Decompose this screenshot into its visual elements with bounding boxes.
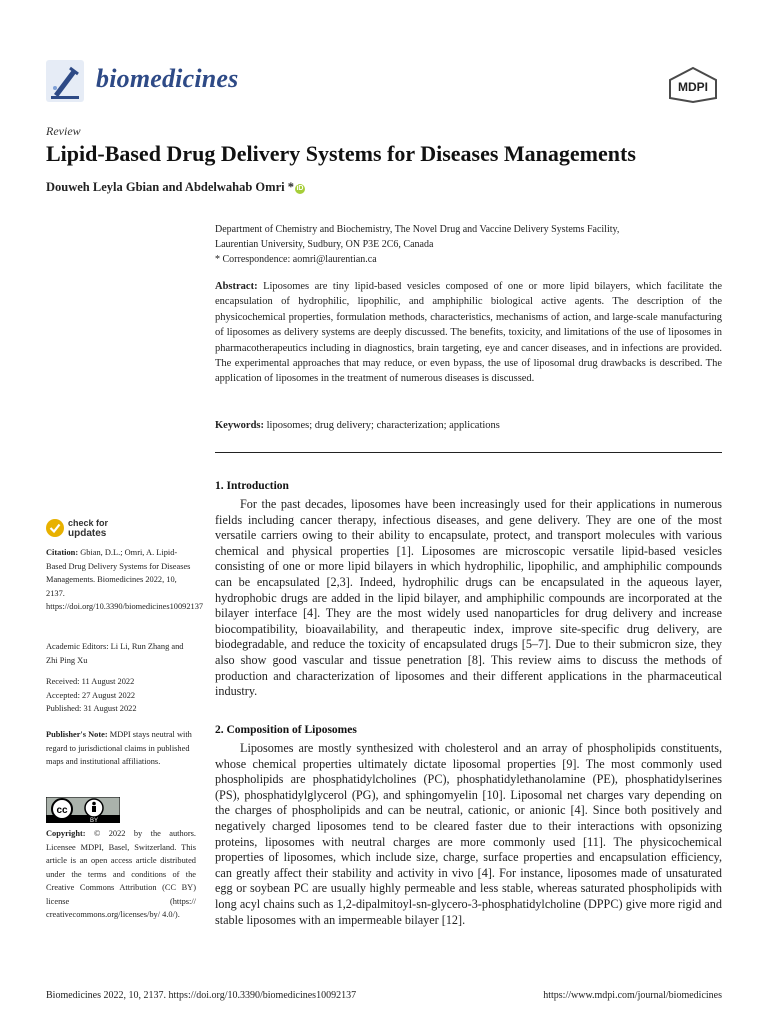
affiliation <box>215 222 725 267</box>
mdpi-logo[interactable] <box>667 66 719 104</box>
authors-text: Douweh Leyla Gbian and Abdelwahab Omri * <box>46 180 294 194</box>
abstract <box>215 279 722 387</box>
citation-text[interactable]: Gbian, D.L.; Omri, A. Lipid-Based Drug Delivery Systems for Diseases Managements. Biomedicines 2022, 10, 2137. https://doi.org/10.3390/biomedicines10092137 <box>46 548 204 611</box>
abstract-label: Abstract: <box>215 281 258 292</box>
cc-by-license-icon[interactable] <box>46 797 120 823</box>
publisher-note <box>46 728 196 769</box>
section-heading-introduction: 1. Introduction <box>215 480 289 492</box>
check-updates-line-2: updates <box>68 527 107 539</box>
abstract-text: Liposomes are tiny lipid-based vesicles composed of one or more lipid bilayers, which facilitate the encapsulation of hydrophilic, lipophilic, and amphiphilic biological active agents. The description of the physicochemical properties, formulation methods, characteristics, mechanisms of action, and large-scale manufacturing of liposomes as delivery systems are deeply discussed. The benefits, toxicity, and limitations of the use of liposomes in pharmacotherapeutics including in diagnostics, brain targeting, eye and cancer diseases, and in infections are provided. The experimental approaches that may reduce, or even bypass, the use of liposomal drug drawbacks is described. The application of liposomes in the treatment of numerous diseases is discussed. <box>215 281 722 385</box>
section-body-composition <box>215 741 722 928</box>
affiliation-line-1: Department of Chemistry and Biochemistry, The Novel Drug and Vaccine Delivery Systems Facility, <box>215 224 620 235</box>
citation-block <box>46 546 204 614</box>
article-type: Review <box>46 124 81 138</box>
publisher-note-label: Publisher's Note: <box>46 730 108 739</box>
academic-editors: Academic Editors: Li Li, Run Zhang and Zhi Ping Xu <box>46 642 184 665</box>
mdpi-logo-text: MDPI <box>678 80 708 94</box>
affiliation-line-2: Laurentian University, Sudbury, ON P3E 2C6, Canada <box>215 239 434 250</box>
svg-text:cc: cc <box>56 805 68 816</box>
copyright-text: © 2022 by the authors. Licensee MDPI, Basel, Switzerland. This article is an open access article distributed under the terms and conditions of the Creative Commons Attribution (CC BY) license (https:// creativecommons.org/licenses/by/ 4.0/). <box>46 829 197 919</box>
keywords-label: Keywords: <box>215 420 264 431</box>
citation-label: Citation: <box>46 548 79 557</box>
section-body-introduction <box>215 497 722 700</box>
journal-name[interactable]: biomedicines <box>96 64 239 93</box>
journal-logo-icon <box>46 60 84 102</box>
cc-by-badge-text: BY <box>89 818 99 823</box>
introduction-paragraph: For the past decades, liposomes have been increasingly used for their applications in numerous fields including cancer therapy, infectious diseases, and gene delivery. They are one of the most versatile carriers owing to their ability to encapsulate, protect, and transport molecules with various chemical and physical properties [1]. Liposomes are microscopic versatile lipid-based vesicles consisting of one or more lipid bilayers in which hydrophilic, lipophilic, and amphiphilic compounds can be encapsulated [2,3]. Indeed, hydrophilic drugs can be encapsulated in the aqueous layer, hydrophobic drugs are added in the lipid bilayer, and amphiphilic compounds are incorporated at the bilayer interface [4]. They are the most widely used nanoparticles for drug delivery and increase biocompatibility, bioavailability, and therapeutic index, improve site-specific drug delivery, are biodegradable, and reduce the toxicity of encapsulated drugs [5–7]. Due to their submicron size, they also show good vascular and tissue penetration [8]. This review aims to discuss the methods of production and characterization of liposomes and their different applications in the pharmaceutical industry. <box>215 497 722 699</box>
section-divider <box>215 452 722 453</box>
section-heading-composition: 2. Composition of Liposomes <box>215 724 357 736</box>
keywords-text: liposomes; drug delivery; characterization; applications <box>266 420 500 431</box>
keywords <box>215 420 722 431</box>
accepted-date: Accepted: 27 August 2022 <box>46 690 136 700</box>
publisher-note-text: MDPI stays neutral with regard to jurisdictional claims in published maps and institutional affiliations. <box>46 730 192 766</box>
copyright-block <box>46 827 196 922</box>
article-authors <box>46 180 305 195</box>
footer-journal-url[interactable]: https://www.mdpi.com/journal/biomedicines <box>543 990 722 1001</box>
correspondence: * Correspondence: aomri@laurentian.ca <box>215 254 377 265</box>
copyright-label: Copyright: <box>46 829 86 838</box>
received-date: Received: 11 August 2022 <box>46 677 135 686</box>
check-updates-icon <box>46 518 64 538</box>
check-for-updates[interactable] <box>46 516 186 546</box>
footer-citation[interactable]: Biomedicines 2022, 10, 2137. https://doi.org/10.3390/biomedicines10092137 <box>46 990 357 1001</box>
check-updates-line-1: check for <box>68 518 109 528</box>
published-date: Published: 31 August 2022 <box>46 704 137 713</box>
article-title: Lipid-Based Drug Delivery Systems for Diseases Managements <box>46 141 636 166</box>
orcid-icon[interactable]: iD <box>296 185 304 192</box>
composition-paragraph: Liposomes are mostly synthesized with cholesterol and an array of phospholipids constituents, whose chemical properties ultimately dictate liposomal properties [9]. The most commonly used phospholipids are phosphatidylcholines (PC), phosphatidylethanolamine (PE), phosphatidylserines (PS), phosphatidylglycerol (PG), and sphingomyelin [10]. Liposomal net charges vary depending on the charges of phospholipids and can be neutral, cationic, or anionic [4]. Since both positively and negatively charged liposomes tend to be cleared faster due to their interactions with opsonizing proteins, liposomes with neutral charges are more commonly used [11]. The physicochemical properties of liposomes, which include size, charge, surface properties and encapsulation efficiency, can greatly affect their stability and activity in vivo [4]. For instance, liposomes made of unsaturated egg or soybean PC are usually highly permeable and less stable, whereas saturated phospholipids with long acyl chains such as 1,2-dipalmitoyl-sn-glycero-3-phosphatidylcholine (DPPC) give more rigid and stable liposomes with an impermeable bilayer [12]. <box>215 741 722 927</box>
dates-block <box>46 675 196 716</box>
